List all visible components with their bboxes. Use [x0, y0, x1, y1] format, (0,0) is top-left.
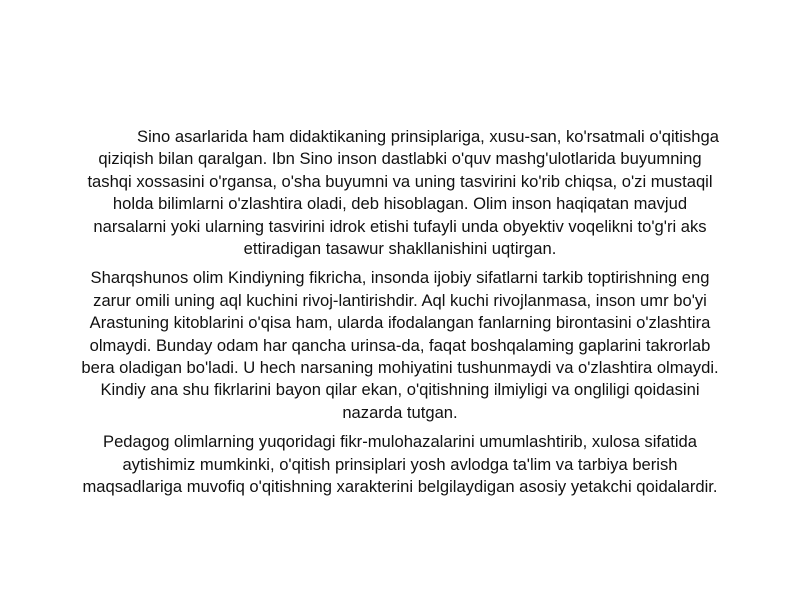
paragraph-kindiy: Sharqshunos olim Kindiyning fikricha, insonda ijobiy sifatlarni tarkib toptirishning eng zarur omili uning aql kuchini rivoj-lantirishdir. Aql kuchi rivojlanmasa, inson umr bo'yi Arastuning kitoblarini o'qisa ham, ularda ifodalangan fanlarning birontasini o'zlashtira olmaydi. Bunday odam har qancha urinsa-da, faqat boshqalaming gaplarini takrorlab bera oladigan bo'ladi. U hech narsaning mohiyatini tushunmaydi va o'zlashtira olmaydi. Kindiy ana shu fikrlarini bayon qilar ekan, o'qitishning ilmiyligi va ongliligi qoidasini nazarda tutgan. [81, 268, 719, 422]
paragraph-ibn-sino: Sino asarlarida ham didaktikaning prinsiplariga, xusu-san, ko'rsatmali o'qitishga qiziqish bilan qaralgan. Ibn Sino inson dastlabki o'quv mashg'ulotlarida buyumning tashqi xossasini o'rgansa, o'sha buyumni va uning tasvirini ko'rib chiqsa, o'zi mustaqil holda bilimlarni o'zlashtira oladi, deb hisoblagan. Olim inson haqiqatan mavjud narsalarni yoki ularning tasvirini idrok etishi tufayli unda obyektiv voqelikni to'g'ri aks ettiradigan tasawur shakllanishini uqtirgan. [87, 127, 719, 259]
text-body [78, 126, 722, 506]
paragraph-conclusion: Pedagog olimlarning yuqoridagi fikr-mulohazalarini umumlashtirib, xulosa sifatida aytishimiz mumkinki, o'qitish prinsiplari yosh avlodga ta'lim va tarbiya berish maqsadlariga muvofiq o'qitishning xarakterini belgilaydigan asosiy yetakchi qoidalardir. [82, 432, 718, 497]
